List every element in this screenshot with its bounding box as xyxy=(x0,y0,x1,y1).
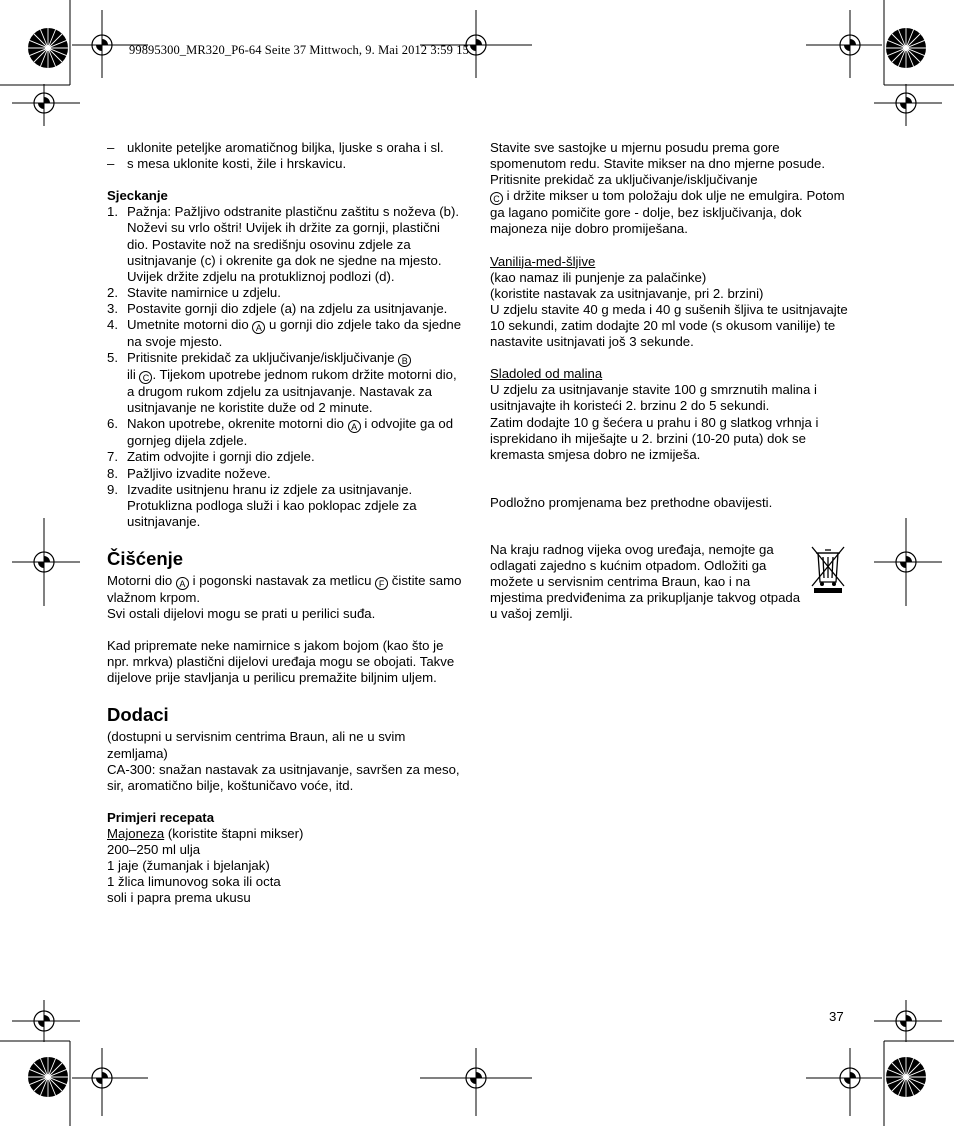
left-column xyxy=(107,140,463,906)
step-item: 9. Izvadite usitnjenu hranu iz zdjele za usitnjavanje. Protuklizna podloga služi i kao poklopac zdjele za usitnjavanje. xyxy=(107,481,417,529)
symbol-c-icon: C xyxy=(139,371,152,384)
step-item: 2. Stavite namirnice u zdjelu. xyxy=(107,284,281,300)
change-notice: Podložno promjenama bez prethodne obavijesti. xyxy=(490,494,773,510)
accessories-availability: (dostupni u servisnim centrima Braun, ali ne u svim zemljama) xyxy=(107,729,406,761)
print-header: 99895300_MR320_P6-64 Seite 37 Mittwoch, 9. Mai 2012 3:59 15 xyxy=(129,43,469,57)
ingredient-line: 1 jaje (žumanjak i bjelanjak) xyxy=(107,858,270,874)
symbol-a-icon: A xyxy=(348,420,361,433)
accessories-heading: Dodaci xyxy=(107,704,169,726)
cleaning-note: Kad pripremate neke namirnice s jakom bojom (kao što je npr. mrkva) plastični dijelovi uređaja mogu se obojati. Takve dijelove prije stavljanja u perilicu premažite biljnim uljem. xyxy=(107,638,455,686)
recipe-line: (kao namaz ili punjenje za palačinke) xyxy=(490,269,707,285)
step-item: 8. Pažljivo izvadite noževe. xyxy=(107,465,271,481)
ingredient-line: soli i papra prema ukusu xyxy=(107,890,251,906)
symbol-c-icon: C xyxy=(490,192,503,205)
recipe-mayo-title: Majoneza (koristite štapni mikser) xyxy=(107,826,304,841)
recipes-subheading: Primjeri recepata xyxy=(107,809,215,825)
step-item: 3. Postavite gornji dio zdjele (a) na zdjelu za usitnjavanje. xyxy=(107,300,448,316)
symbol-a-icon: A xyxy=(252,321,265,334)
list-item: – s mesa uklonite kosti, žile i hrskavicu. xyxy=(107,156,347,172)
step-item: 1. Pažnja: Pažljivo odstranite plastičnu zaštitu s noževa (b). Noževi su vrlo oštri! Uvijek ih držite za gornji, plastični dio. Postavite nož na središnju osovinu zdjele za usitnjavanje (c) i okrenite ga dok ne sjedne na mjesto. Uvijek držite zdjelu na protukliznoj podlozi (d). xyxy=(107,204,460,284)
step-item: 5. Pritisnite prekidač za uključivanje/isključivanje B ili C . Tijekom upotrebe jednom rukom držite motorni dio, a drugom rukom zdjelu za usitnjavanje. Nastavak za usitnjavanje ne koristite duže od 2 minute. xyxy=(107,350,457,416)
recipe-line: U zdjelu stavite 40 g meda i 40 g sušenih šljiva te usitnjavajte 10 sekundi, zatim dodajte 20 ml vode (s okusom vanilije) te nastavite usitnjavati još 3 sekunde. xyxy=(490,301,848,350)
right-column xyxy=(490,140,850,511)
recipe-vanilla-title: Vanilija-med-šljive xyxy=(490,253,596,269)
recipe-line: Zatim dodajte 10 g šećera u prahu i 80 g slatkog vrhnja i isprekidano ih miješajte u 2. brzini (10-20 puta) dok se kremasta smjesa dobro ne izmiješa. xyxy=(490,414,819,462)
cleaning-paragraph: Motorni dio A i pogonski nastavak za metlicu F čistite samo vlažnom krpom. xyxy=(107,572,462,605)
accessories-description: CA-300: snažan nastavak za usitnjavanje, savršen za meso, sir, aromatično bilje, koštuničavo voće, itd. xyxy=(107,761,460,793)
step-item: 6. Nakon upotrebe, okrenite motorni dio A i odvojite ga od gornjeg dijela zdjele. xyxy=(107,416,454,449)
cleaning-heading: Čišćenje xyxy=(107,547,184,569)
cleaning-paragraph-line: Svi ostali dijelovi mogu se prati u perilici suđa. xyxy=(107,605,376,621)
disposal-notice: Na kraju radnog vijeka ovog uređaja, nemojte ga odlagati zajedno s kućnim otpadom. Odložiti ga možete u servisnim centrima Braun, kao i na mjestima predviđenima za prikupljanje takvog otpada u vašoj zemlji. xyxy=(490,542,801,622)
recipe-line: U zdjelu za usitnjavanje stavite 100 g smrznutih malina i usitnjavajte ih koristeći 2. brzinu 2 do 5 sekundi. xyxy=(490,382,817,414)
symbol-a-icon: A xyxy=(176,577,189,590)
list-item: – uklonite peteljke aromatičnog biljka, ljuske s oraha i sl. xyxy=(107,140,444,155)
ingredient-line: 1 žlica limunovog soka ili octa xyxy=(107,874,281,890)
symbol-f-icon: F xyxy=(375,577,388,590)
page-number: 37 xyxy=(829,1009,844,1024)
ingredient-line: 200–250 ml ulja xyxy=(107,842,201,858)
crossed-bin-icon xyxy=(808,544,848,594)
mayo-method: Stavite sve sastojke u mjernu posudu prema gore spomenutom redu. Stavite mikser na dno mjerne posude. Pritisnite prekidač za uključivanje/isključivanje C i držite mikser u tom položaju dok ulje ne emulgira. Potom ga lagano pomičite gore - dolje, bez isključivanja, dok majoneza nije dobro promiješana. xyxy=(490,140,845,237)
step-item: 4. Umetnite motorni dio A u gornji dio zdjele tako da sjedne na svoje mjesto. xyxy=(107,317,462,350)
symbol-b-icon: B xyxy=(398,354,411,367)
recipe-line: (koristite nastavak za usitnjavanje, pri 2. brzini) xyxy=(490,285,764,301)
step-item: 7. Zatim odvojite i gornji dio zdjele. xyxy=(107,449,315,465)
chopping-subheading: Sjeckanje xyxy=(107,188,168,204)
recipe-sorbet-title: Sladoled od malina xyxy=(490,366,603,382)
